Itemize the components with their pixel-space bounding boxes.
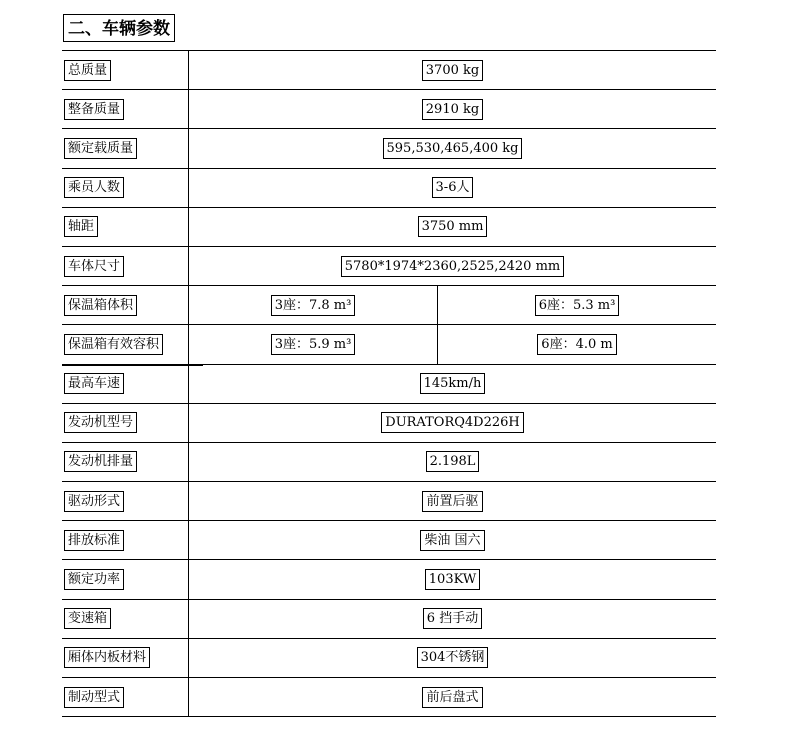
row-label: 制动型式 <box>64 687 124 708</box>
row-value: 3-6人 <box>432 177 474 198</box>
row-label: 厢体内板材料 <box>64 647 150 668</box>
row-value: 304不锈钢 <box>417 647 489 668</box>
row-value: 2910 kg <box>422 99 483 120</box>
row-value: DURATORQ4D226H <box>381 412 523 433</box>
row-label: 乘员人数 <box>64 177 124 198</box>
table-row-drive-type <box>62 482 716 521</box>
table-row-insulated-box-volume <box>62 286 716 325</box>
row-value: 6 挡手动 <box>423 608 482 629</box>
table-row-curb-mass <box>62 90 716 129</box>
row-value: 145km/h <box>420 373 486 394</box>
row-value: 103KW <box>425 569 480 590</box>
table-row-gearbox <box>62 600 716 639</box>
row-label: 发动机型号 <box>64 412 137 433</box>
row-value: 595,530,465,400 kg <box>383 138 523 159</box>
row-value-left: 3座：7.8 m³ <box>271 295 356 316</box>
row-label: 额定载质量 <box>64 138 137 159</box>
table-row-occupants <box>62 169 716 208</box>
row-label: 发动机排量 <box>64 451 137 472</box>
row-label: 最高车速 <box>64 373 124 394</box>
row-value: 3750 mm <box>418 216 488 237</box>
table-row-emission-standard <box>62 521 716 560</box>
row-value-right: 6座：5.3 m³ <box>535 295 620 316</box>
row-label: 排放标准 <box>64 530 124 551</box>
row-value: 5780*1974*2360,2525,2420 mm <box>341 256 564 277</box>
row-value: 前后盘式 <box>422 687 482 708</box>
row-value: 前置后驱 <box>422 491 482 512</box>
row-label: 总质量 <box>64 60 111 81</box>
table-row-gross-mass <box>62 51 716 90</box>
table-row-max-speed <box>62 365 716 404</box>
row-value: 柴油 国六 <box>420 530 484 551</box>
table-row-inner-panel-material <box>62 639 716 678</box>
row-value: 3700 kg <box>422 60 483 81</box>
table-row-brake-type <box>62 678 716 717</box>
table-row-rated-power <box>62 560 716 599</box>
row-label: 轴距 <box>64 216 98 237</box>
row-value: 2.198L <box>426 451 480 472</box>
label-underline <box>62 365 203 366</box>
row-label: 整备质量 <box>64 99 124 120</box>
row-label: 变速箱 <box>64 608 111 629</box>
row-label: 车体尺寸 <box>64 256 124 277</box>
section-title: 二、车辆参数 <box>63 14 175 42</box>
table-row-wheelbase <box>62 208 716 247</box>
table-row-effective-volume <box>62 325 716 364</box>
table-row-engine-model <box>62 404 716 443</box>
row-label: 保温箱有效容积 <box>64 334 163 355</box>
table-row-body-dimensions <box>62 247 716 286</box>
table-row-rated-load <box>62 129 716 168</box>
row-label: 额定功率 <box>64 569 124 590</box>
vehicle-parameters-table <box>62 50 716 717</box>
row-value-left: 3座：5.9 m³ <box>271 334 356 355</box>
row-label: 驱动形式 <box>64 491 124 512</box>
row-label: 保温箱体积 <box>64 295 137 316</box>
row-value-right: 6座：4.0 m <box>537 334 616 355</box>
table-row-engine-displacement <box>62 443 716 482</box>
